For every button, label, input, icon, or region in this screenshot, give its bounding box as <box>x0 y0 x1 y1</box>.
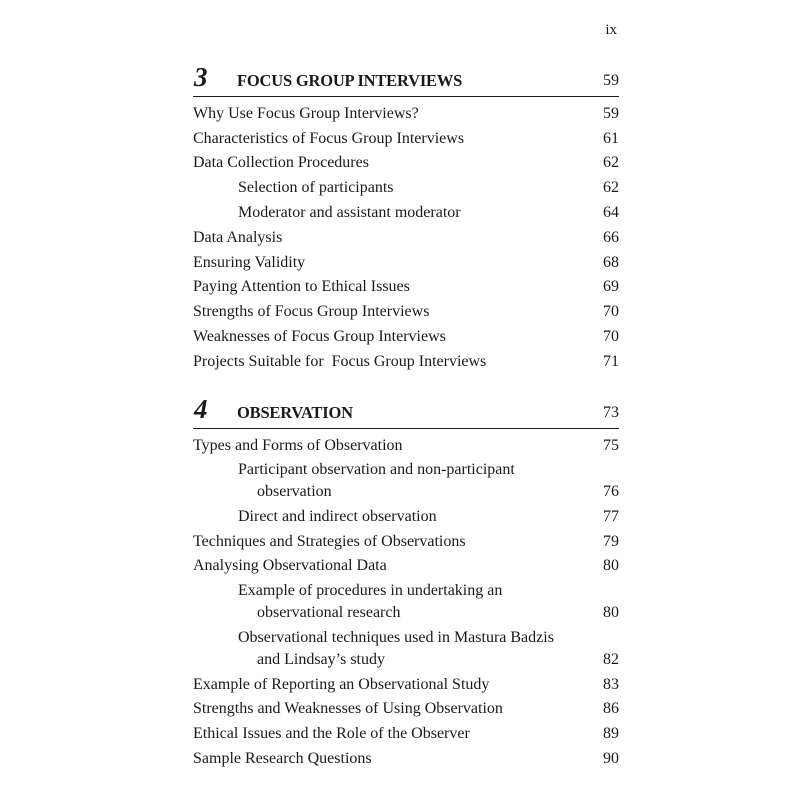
chapter-divider <box>193 428 619 429</box>
page-number: ix <box>605 22 617 38</box>
toc-entry-title: Ensuring Validity <box>193 254 306 271</box>
toc-entry-title: Data Analysis <box>193 229 283 246</box>
chapter-title: OBSERVATION <box>237 403 353 422</box>
toc-entry-title: Example of Reporting an Observational Study <box>193 676 490 693</box>
chapter-page: 73 <box>603 404 619 421</box>
chapter-number: 4 <box>194 394 208 424</box>
toc-entry-page: 59 <box>603 105 619 122</box>
toc-entry-title: Techniques and Strategies of Observations <box>193 533 466 550</box>
chapter-heading <box>193 395 619 425</box>
toc-entry-page: 75 <box>603 437 619 454</box>
toc-entry-title: observation <box>257 483 332 500</box>
toc-entry-title: Types and Forms of Observation <box>193 437 403 454</box>
toc-entry-page: 82 <box>603 651 619 668</box>
toc-entry-title: Strengths and Weaknesses of Using Observation <box>193 700 503 717</box>
toc-entry-title: Selection of participants <box>238 179 394 196</box>
toc-entry-title: Projects Suitable for Focus Group Interviews <box>193 353 487 370</box>
toc-entry-page: 76 <box>603 483 619 500</box>
toc-entry-title: Data Collection Procedures <box>193 154 369 171</box>
chapter-page: 59 <box>603 72 619 89</box>
toc-entry-page: 70 <box>603 303 619 320</box>
toc-entry-title: Strengths of Focus Group Interviews <box>193 303 430 320</box>
toc-entry-title: Why Use Focus Group Interviews? <box>193 105 419 122</box>
toc-entry-page: 62 <box>603 179 619 196</box>
toc-entry-title: Observational techniques used in Mastura Badzis <box>238 629 554 646</box>
toc-entry-page: 71 <box>603 353 619 370</box>
toc-entry-title: Ethical Issues and the Role of the Observer <box>193 725 470 742</box>
toc-entry-page: 66 <box>603 229 619 246</box>
toc-entry-page: 68 <box>603 254 619 271</box>
toc-entry-title: Analysing Observational Data <box>193 557 387 574</box>
chapter-divider <box>193 96 619 97</box>
toc-entry-page: 80 <box>603 557 619 574</box>
toc-entry-title: Sample Research Questions <box>193 750 372 767</box>
chapter-heading <box>193 63 619 93</box>
toc-entry-page: 62 <box>603 154 619 171</box>
toc-entry-title: Participant observation and non-participant <box>238 461 515 478</box>
toc-entry-page: 89 <box>603 725 619 742</box>
toc-entry-page: 69 <box>603 278 619 295</box>
toc-entry-page: 77 <box>603 508 619 525</box>
toc-entry-page: 83 <box>603 676 619 693</box>
toc-entry-page: 79 <box>603 533 619 550</box>
toc-entry-title: and Lindsay’s study <box>257 651 385 668</box>
toc-entry-title: Moderator and assistant moderator <box>238 204 461 221</box>
toc-entry-title: Direct and indirect observation <box>238 508 437 525</box>
toc-entry-title: Example of procedures in undertaking an <box>238 582 503 599</box>
toc-entry-page: 61 <box>603 130 619 147</box>
toc-entry-title: Paying Attention to Ethical Issues <box>193 278 410 295</box>
toc-entry-title: observational research <box>257 604 401 621</box>
toc-entry-title: Weaknesses of Focus Group Interviews <box>193 328 446 345</box>
toc-entry-title: Characteristics of Focus Group Interviews <box>193 130 465 147</box>
chapter-number: 3 <box>194 62 208 92</box>
toc-entry-page: 80 <box>603 604 619 621</box>
toc-entry-page: 64 <box>603 204 619 221</box>
chapter-title: FOCUS GROUP INTERVIEWS <box>237 71 463 90</box>
toc-entry-page: 90 <box>603 750 619 767</box>
toc-entry-page: 86 <box>603 700 619 717</box>
toc-entry-page: 70 <box>603 328 619 345</box>
